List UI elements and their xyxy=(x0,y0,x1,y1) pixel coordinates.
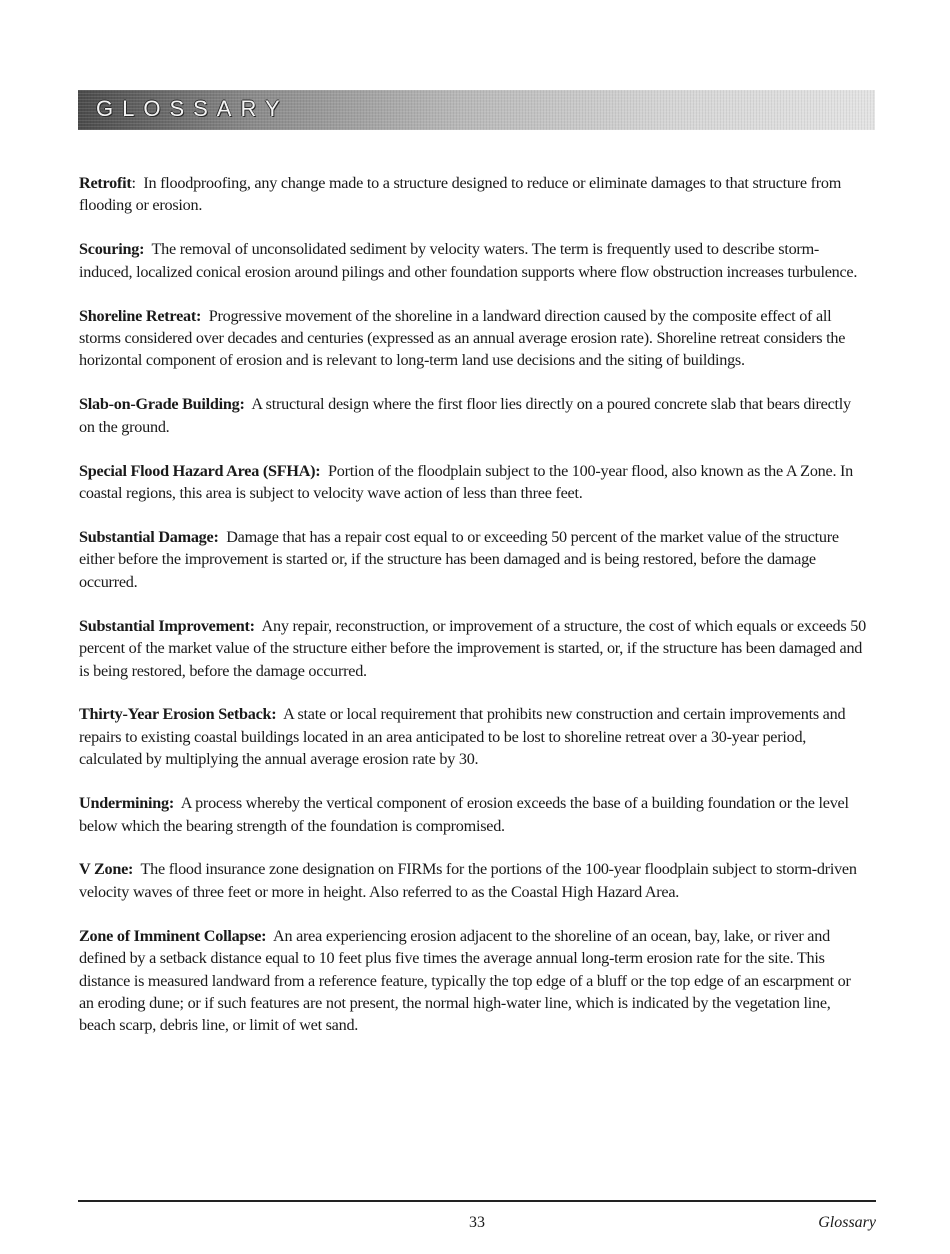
glossary-term: Substantial Damage: xyxy=(79,527,219,546)
glossary-term: Special Flood Hazard Area (SFHA): xyxy=(79,461,321,480)
term-separator: : xyxy=(131,174,144,192)
term-separator xyxy=(201,307,209,325)
glossary-entry xyxy=(79,460,869,505)
glossary-term: V Zone: xyxy=(79,860,134,879)
glossary-definition: In floodproofing, any change made to a structure designed to reduce or eliminate damages to that structure from flooding or erosion. xyxy=(79,174,842,215)
glossary-definition: Any repair, reconstruction, or improvement of a structure, the cost of which equals or exceeds 50 percent of the market value of the structure either before the improvement is started, or, if the structure has been damaged and is being restored, before the damage occurred. xyxy=(79,616,866,680)
glossary-entry xyxy=(79,393,869,438)
glossary-term: Retrofit xyxy=(79,174,132,192)
term-separator xyxy=(174,794,181,812)
glossary-term: Undermining: xyxy=(79,794,175,813)
glossary-definition: A structural design where the first floor lies directly on a poured concrete slab that bears directly on the ground. xyxy=(79,395,851,436)
glossary-definition: The flood insurance zone designation on FIRMs for the portions of the 100-year floodplain subject to storm-driven velocity waves of three feet or more in height. Also referred to as the Coastal High Hazard Area. xyxy=(79,860,857,901)
glossary-entry xyxy=(79,615,869,682)
glossary-entry xyxy=(79,305,869,372)
glossary-definition: A process whereby the vertical component of erosion exceeds the base of a building foundation or the level below which the bearing strength of the foundation is compromised. xyxy=(79,794,849,835)
glossary-entry xyxy=(79,238,869,283)
glossary-entry xyxy=(79,172,869,217)
glossary-entry xyxy=(79,792,869,837)
glossary-list xyxy=(79,172,869,1037)
term-separator xyxy=(320,462,328,480)
term-separator xyxy=(255,617,262,635)
glossary-entry xyxy=(79,703,869,770)
glossary-definition: Progressive movement of the shoreline in a landward direction caused by the composite effect of all storms considered over decades and centuries (expressed as an annual average erosion rate). Shoreline retreat considers the horizontal component of erosion and is relevant to long-term land use decisions and the siting of buildings. xyxy=(79,306,846,370)
section-banner xyxy=(78,90,875,130)
glossary-term: Substantial Improvement: xyxy=(79,616,255,635)
section-title: GLOSSARY xyxy=(96,96,289,121)
term-separator xyxy=(266,927,273,945)
glossary-entry xyxy=(79,858,869,903)
glossary-term: Slab-on-Grade Building: xyxy=(79,395,245,414)
glossary-definition: Damage that has a repair cost equal to or exceeding 50 percent of the market value of the structure either before the improvement is started or, if the structure has been damaged and is being restored, before the damage occurred. xyxy=(79,527,839,591)
page-number: 33 xyxy=(469,1214,485,1231)
glossary-definition: A state or local requirement that prohibits new construction and certain improvements and repairs to existing coastal buildings located in an area anticipated to be lost to shoreline retreat over a 30-year period, calculated by multiplying the annual average erosion rate by 30. xyxy=(79,705,846,769)
glossary-definition: The removal of unconsolidated sediment by velocity waters. The term is frequently used to describe storm-induced, localized conical erosion around pilings and other foundation supports where flow obstruction increases turbulence. xyxy=(79,240,858,281)
glossary-entry xyxy=(79,526,869,593)
footer-section-name: Glossary xyxy=(818,1214,876,1231)
glossary-entry xyxy=(79,925,869,1037)
footer-divider xyxy=(78,1200,876,1202)
glossary-term: Zone of Imminent Collapse: xyxy=(79,926,267,945)
glossary-definition: An area experiencing erosion adjacent to the shoreline of an ocean, bay, lake, or river and defined by a setback distance equal to 10 feet plus five times the average annual long-term erosion rate for the site. This distance is measured landward from a reference feature, typically the top edge of a bluff or the top edge of an escarpment or an eroding dune; or if such features are not present, the normal high-water line, which is indicated by the vegetation line, beach scarp, debris line, or limit of wet sand. xyxy=(79,926,851,1035)
glossary-term: Shoreline Retreat: xyxy=(79,306,202,325)
glossary-term: Scouring: xyxy=(79,240,145,259)
glossary-term: Thirty-Year Erosion Setback: xyxy=(79,705,277,724)
glossary-definition: Portion of the floodplain subject to the 100-year flood, also known as the A Zone. In coastal regions, this area is subject to velocity wave action of less than three feet. xyxy=(79,461,854,503)
term-separator xyxy=(144,240,151,258)
